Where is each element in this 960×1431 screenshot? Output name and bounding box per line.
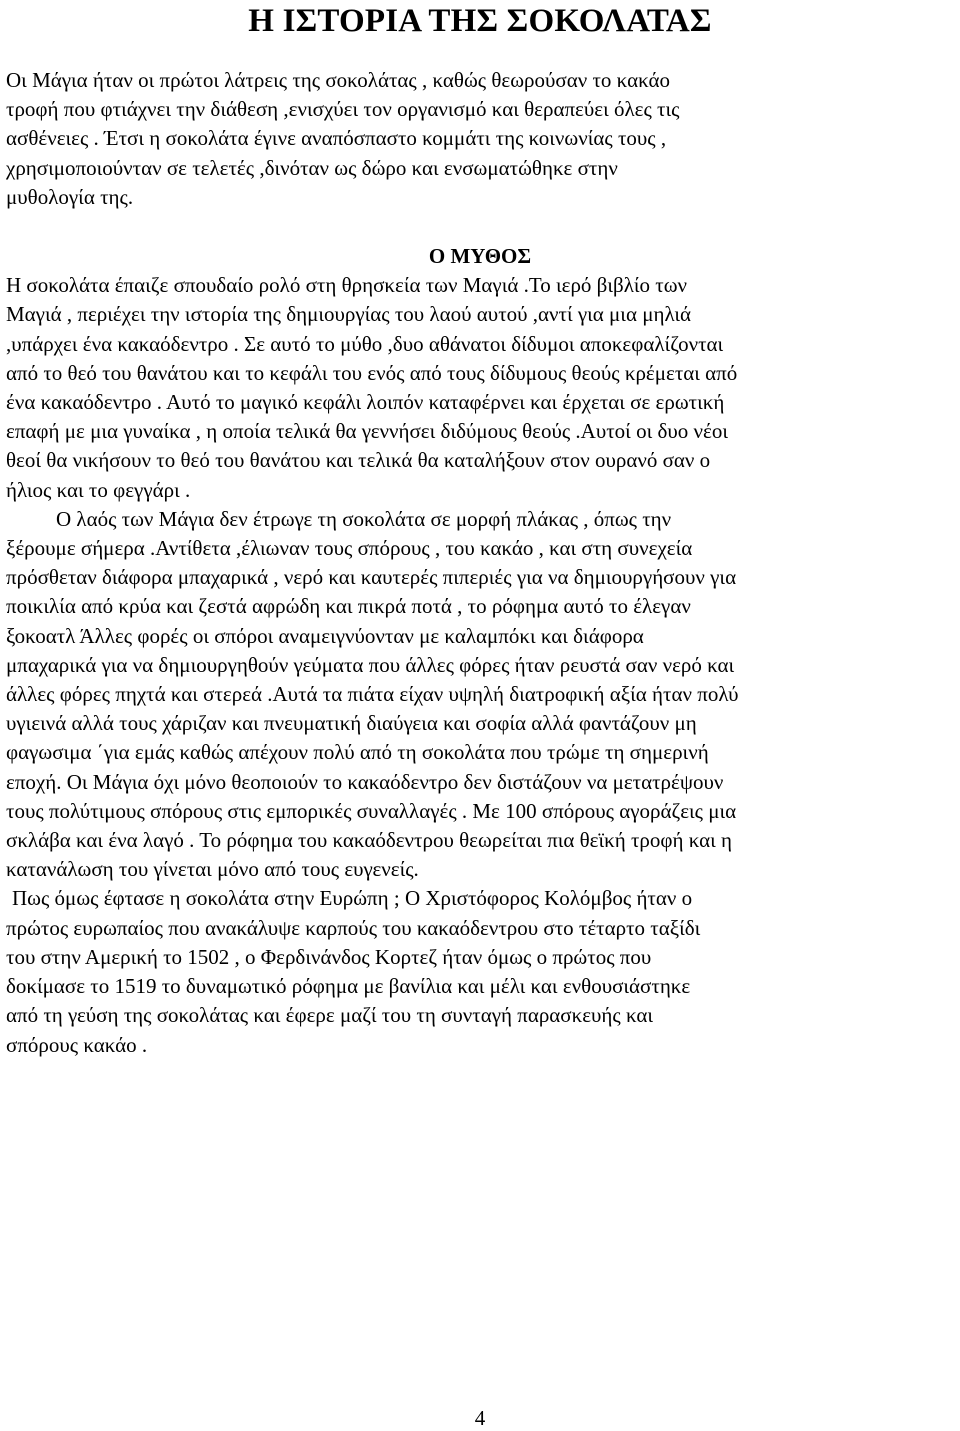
text-line: πρώτος ευρωπαίος που ανακάλυψε καρπούς του κακαόδεντρου στο τέταρτο ταξίδι bbox=[6, 915, 701, 940]
document-page bbox=[6, 0, 954, 1431]
text-line: ασθένειες . Έτσι η σοκολάτα έγινε αναπόσπαστο κομμάτι της κοινωνίας τους , bbox=[6, 126, 667, 151]
text-line: ξοκοατλ Άλλες φορές οι σπόροι αναμειγνύονταν με καλαμπόκι και διάφορα bbox=[6, 623, 644, 648]
text-line: τους πολύτιμους σπόρους στις εμπορικές συναλλαγές . Με 100 σπόρους αγοράζεις μια bbox=[6, 798, 737, 823]
text-line: μπαχαρικά για να δημιουργηθούν γεύματα που άλλες φόρες ήταν ρευστά σαν νερό και bbox=[6, 652, 735, 677]
text-line: ποικιλία από κρύα και ζεστά αφρώδη και πικρά ποτά , το ρόφημα αυτό το έλεγαν bbox=[6, 594, 691, 619]
text-line: από το θεό του θανάτου και το κεφάλι του ενός από τους δίδυμους θεούς κρέμεται από bbox=[6, 360, 738, 385]
text-line: μυθολογία της. bbox=[6, 184, 134, 209]
text-line: Η σοκολάτα έπαιζε σπουδαίο ρολό στη θρησκεία των Μαγιά .Το ιερό βιβλίο των bbox=[6, 273, 688, 298]
section-heading-myth: Ο ΜΥΘΟΣ bbox=[428, 244, 532, 269]
text-line: θεοί θα νικήσουν το θεό του θανάτου και τελικά θα καταλήξουν στον ουρανό σαν ο bbox=[6, 448, 711, 473]
text-line: ,υπάρχει ένα κακαόδεντρο . Σε αυτό το μύθο ,δυο αθάνατοι δίδυμοι αποκεφαλίζονται bbox=[6, 331, 724, 356]
text-line: Οι Μάγια ήταν οι πρώτοι λάτρεις της σοκολάτας , καθώς θεωρούσαν το κακάο bbox=[6, 68, 670, 92]
text-line: κατανάλωση του γίνεται μόνο από τους ευγενείς. bbox=[6, 857, 419, 882]
maya-paragraph bbox=[6, 505, 954, 885]
intro-paragraph bbox=[6, 66, 954, 212]
text-line: του στην Αμερική το 1502 , ο Φερδινάνδος Κορτεζ ήταν όμως ο πρώτος που bbox=[6, 944, 652, 969]
text-line: άλλες φόρες πηχτά και στερεά .Αυτά τα πιάτα είχαν υψηλή διατροφική αξία ήταν πολύ bbox=[6, 682, 739, 707]
text-line: Πως όμως έφτασε η σοκολάτα στην Ευρώπη ; Ο Χριστόφορος Κολόμβος ήταν ο bbox=[12, 886, 693, 911]
myth-paragraph bbox=[6, 271, 954, 505]
text-line: δοκίμασε το 1519 το δυναμωτικό ρόφημα με βανίλια και μέλι και ενθουσιάστηκε bbox=[6, 974, 691, 999]
document-title: Η ΙΣΤΟΡΙΑ ΤΗΣ ΣΟΚΟΛΑΤΑΣ bbox=[248, 3, 712, 39]
text-line: ήλιος και το φεγγάρι . bbox=[6, 477, 191, 502]
text-line: χρησιμοποιούνταν σε τελετές ,δινόταν ως δώρο και ενσωματώθηκε στην bbox=[6, 155, 618, 180]
text-line: φαγωσιμα ΄για εμάς καθώς απέχουν πολύ από τη σοκολάτα που τρώμε τη σημερινή bbox=[6, 740, 709, 765]
europe-paragraph bbox=[6, 884, 954, 1059]
text-line: Μαγιά , περιέχει την ιστορία της δημιουργίας του λαού αυτού ,αντί για μια μηλιά bbox=[6, 302, 692, 327]
text-line: ένα κακαόδεντρο . Αυτό το μαγικό κεφάλι λοιπόν καταφέρνει και έρχεται σε ερωτική bbox=[6, 390, 725, 415]
text-line: σκλάβα και ένα λαγό . Το ρόφημα του κακαόδεντρου θεωρείται πια θεϊκή τροφή και η bbox=[6, 828, 732, 853]
document-body bbox=[6, 66, 954, 1060]
text-line: επαφή με μια γυναίκα , η οποία τελικά θα γεννήσει διδύμους θεούς .Αυτοί οι δυο νέοι bbox=[6, 419, 728, 444]
text-line: σπόρους κακάο . bbox=[6, 1032, 148, 1057]
text-line: ξέρουμε σήμερα .Αντίθετα ,έλιωναν τους σπόρους , του κακάο , και στη συνεχεία bbox=[6, 536, 693, 561]
text-line: εποχή. Οι Μάγια όχι μόνο θεοποιούν το κακαόδεντρο δεν διστάζουν να μετατρέψουν bbox=[6, 769, 724, 794]
text-line: πρόσθεταν διάφορα μπαχαρικά , νερό και καυτερές πιπεριές για να δημιουργήσουν για bbox=[6, 565, 737, 590]
text-line: Ο λαός των Μάγια δεν έτρωγε τη σοκολάτα σε μορφή πλάκας , όπως την bbox=[56, 506, 672, 531]
text-line: υγιεινά αλλά τους χάριζαν και πνευματική διαύγεια και σοφία αλλά φαντάζουν μη bbox=[6, 711, 697, 736]
text-line: από τη γεύση της σοκολάτας και έφερε μαζί του τη συνταγή παρασκευής και bbox=[6, 1003, 654, 1028]
page-number: 4 bbox=[474, 1406, 486, 1430]
text-line: τροφή που φτιάχνει την διάθεση ,ενισχύει τον οργανισμό και θεραπεύει όλες τις bbox=[6, 97, 680, 122]
